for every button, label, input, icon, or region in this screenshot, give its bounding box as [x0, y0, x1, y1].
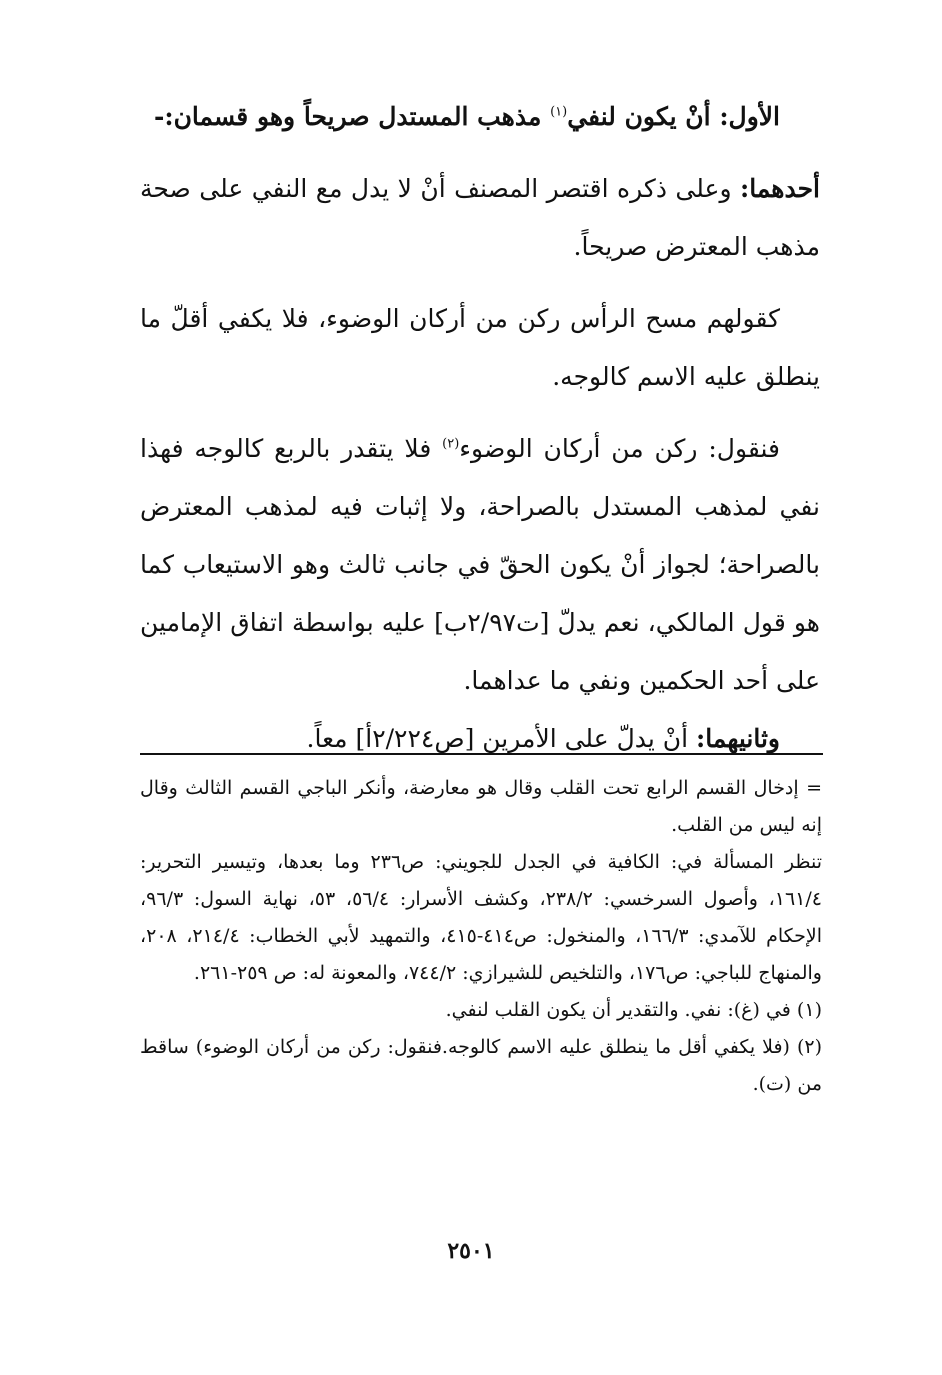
paragraph-text: مذهب المستدل صريحاً وهو قسمان:- — [153, 102, 551, 131]
footnotes — [140, 770, 822, 1103]
footnote-references: تنظر المسألة في: الكافية في الجدل للجويني: ص٢٣٦ وما بعدها، وتيسير التحرير: ١٦١/٤، وأصول السرخسي: ٢٣٨/٢، وكشف الأسرار: ٥٦/٤، ٥٣، نهاية السول: ٩٦/٣، الإحكام للآمدي: ١٦٦/٣، والمنخول: ص٤١٤-٤١٥، والتمهيد لأبي الخطاب: ٢١٤/٤، ٢٠٨، والمنهاج للباجي: ص١٧٦، والتلخيص للشيرازي: ٧٤٤/٢، والمعونة له: ص ٢٥٩-٢٦١. — [140, 851, 823, 984]
paragraph-lead: الأول: أنْ يكون لنفي — [567, 102, 780, 131]
paragraph-text-before-ref: فنقول: ركن من أركان الوضوء — [459, 434, 780, 463]
paragraph-example — [140, 290, 820, 406]
footnote-reference: (٢) — [442, 436, 460, 452]
paragraph-response — [140, 420, 820, 710]
paragraph-text: فلا يتقدر بالربع كالوجه فهذا نفي لمذهب المستدل بالصراحة، ولا إثبات فيه لمذهب المعترض بالصراحة؛ لجواز أنْ يكون الحقّ في جانب ثالث وهو الاستيعاب كما هو قول المالكي، نعم يدلّ [ت٢/٩٧ب] عليه بواسطة اتفاق الإمامين على أحد الحكمين ونفي ما عداهما. — [140, 434, 820, 695]
paragraph-text: كقولهم مسح الرأس ركن من أركان الوضوء، فلا يكفي أقلّ ما ينطلق عليه الاسم كالوجه. — [140, 304, 820, 391]
paragraph-lead: وثانيهما: — [696, 724, 780, 753]
paragraph-first-part — [140, 160, 820, 276]
paragraph-lead: أحدهما: — [739, 174, 820, 203]
footnote-reference: (١) — [550, 104, 568, 120]
footnote-1: (١) في (غ): نفي. والتقدير أن يكون القلب لنفي. — [445, 999, 822, 1021]
paragraph-text: أنْ يدلّ على الأمرين [ص٢/٢٢٤أ] معاً. — [306, 724, 697, 753]
footnote-2: (٢) (فلا يكفي أقل ما ينطلق عليه الاسم كالوجه.فنقول: ركن من أركان الوضوء) ساقط من (ت). — [140, 1036, 822, 1095]
page-number: ٢٥٠١ — [447, 1238, 495, 1264]
paragraph-text: وعلى ذكره اقتصر المصنف أنْ لا يدل مع النفي على صحة مذهب المعترض صريحاً. — [140, 174, 820, 261]
footnote-separator — [140, 753, 823, 755]
footnote-continuation: = إدخال القسم الرابع تحت القلب وقال هو معارضة، وأنكر الباجي القسم الثالث وقال إنه ليس من القلب. — [140, 777, 822, 836]
paragraph-first-type — [140, 88, 820, 146]
paragraph-second-part — [140, 710, 820, 768]
main-text — [140, 88, 820, 768]
